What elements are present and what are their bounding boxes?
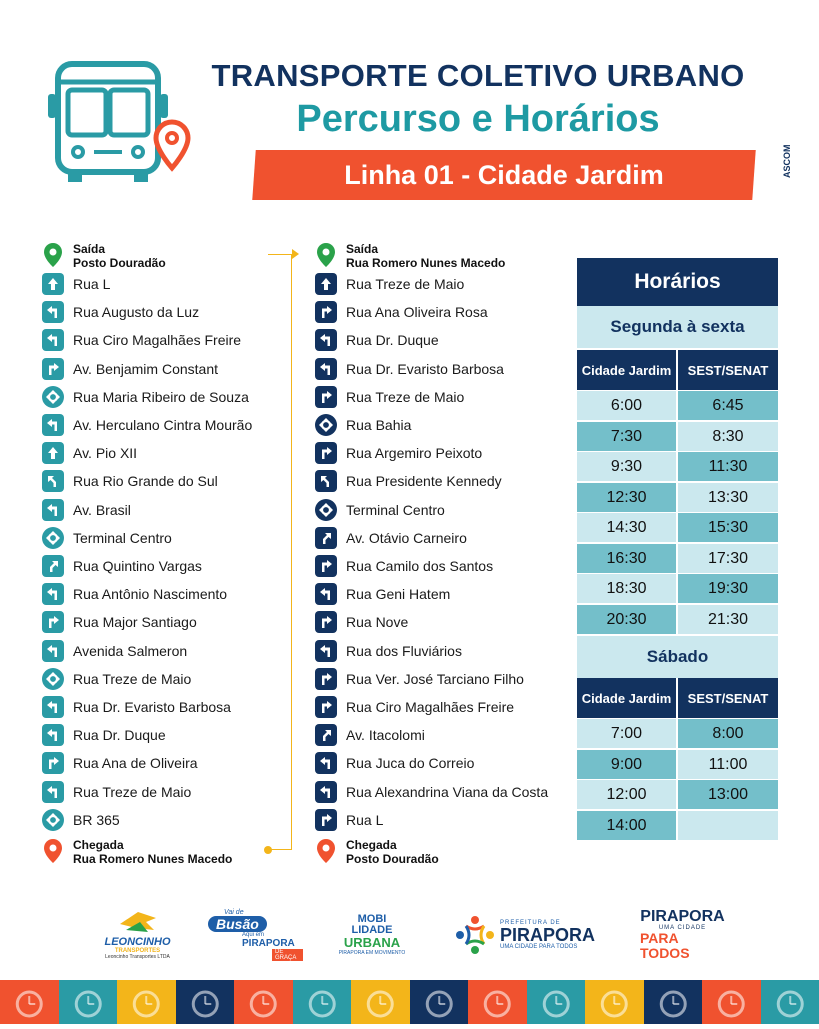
route-stop <box>42 668 191 690</box>
lion-icon <box>118 910 158 936</box>
route-stop <box>315 583 450 605</box>
route-stop <box>315 809 383 831</box>
route-stop-name: Rua Juca do Correio <box>346 755 474 771</box>
route-stop-name: Terminal Centro <box>73 530 172 546</box>
route-stop <box>42 386 249 408</box>
de-graca-text: DE GRAÇA <box>272 949 303 961</box>
time-sest-senat: 13:30 <box>678 483 778 512</box>
roundabout-icon <box>42 386 64 408</box>
start-place: Posto Douradão <box>73 256 166 270</box>
turn-right-icon <box>315 611 337 633</box>
turn-left-icon <box>315 640 337 662</box>
route-stop-name: Rua dos Fluviários <box>346 643 462 659</box>
route-stop-name: Rua L <box>346 812 383 828</box>
route-stop <box>315 668 524 690</box>
turn-right-icon <box>315 809 337 831</box>
turn-right-icon <box>42 611 64 633</box>
end-label: Chegada <box>346 838 439 852</box>
leoncinho-text: LEONCINHO <box>105 936 171 948</box>
route-stop <box>42 809 120 831</box>
route-stop <box>315 781 548 803</box>
route-stop <box>42 640 187 662</box>
turn-left-icon <box>42 781 64 803</box>
connector-arrow <box>292 249 299 259</box>
time-sest-senat: 13:00 <box>678 780 778 809</box>
line-banner: Linha 01 - Cidade Jardim <box>254 150 754 200</box>
vai-de-text: Vai de <box>224 909 244 916</box>
route-connector <box>268 254 292 850</box>
route-stop-name: Rua Ana Oliveira Rosa <box>346 304 488 320</box>
p-todos-bottom: PARA TODOS <box>640 931 725 961</box>
saturday-col2: SEST/SENAT <box>678 678 778 718</box>
arrow-up-icon <box>315 273 337 295</box>
page-title: TRANSPORTE COLETIVO URBANO <box>178 58 778 94</box>
route-stop <box>315 386 464 408</box>
route-out-end <box>42 838 232 866</box>
route-stop <box>315 752 474 774</box>
route-stop <box>42 499 131 521</box>
route-stop <box>42 752 198 774</box>
route-stop-name: Rua Argemiro Peixoto <box>346 445 482 461</box>
route-stop-name: Rua Augusto da Luz <box>73 304 199 320</box>
route-stop-name: Rua Dr. Evaristo Barbosa <box>73 699 231 715</box>
bear-left-icon <box>315 470 337 492</box>
route-stop-name: BR 365 <box>73 812 120 828</box>
roundabout-icon <box>42 809 64 831</box>
route-stop-name: Rua Treze de Maio <box>346 389 464 405</box>
prefeitura-slogan: UMA CIDADE PARA TODOS <box>500 944 595 950</box>
turn-left-icon <box>315 752 337 774</box>
route-stop-name: Rua Dr. Duque <box>73 727 166 743</box>
route-stop-name: Av. Otávio Carneiro <box>346 530 467 546</box>
time-cidade-jardim: 7:30 <box>577 422 676 451</box>
route-stop <box>315 470 502 492</box>
time-sest-senat: 21:30 <box>678 605 778 634</box>
route-stop-name: Rua Ver. José Tarciano Filho <box>346 671 524 687</box>
route-stop <box>42 301 199 323</box>
connector-dot <box>264 846 272 854</box>
time-cidade-jardim: 12:30 <box>577 483 676 512</box>
route-stop-name: Rua Presidente Kennedy <box>346 473 502 489</box>
time-cidade-jardim: 14:00 <box>577 811 676 840</box>
bear-right-icon <box>315 527 337 549</box>
busao-text: Busão <box>208 916 267 932</box>
route-stop <box>42 611 197 633</box>
p-todos-mid: UMA CIDADE <box>659 925 706 931</box>
route-stop <box>315 301 488 323</box>
turn-left-icon <box>315 781 337 803</box>
turn-right-icon <box>42 752 64 774</box>
prefeitura-logo <box>442 905 607 965</box>
route-stop-name: Rua Antônio Nascimento <box>73 586 227 602</box>
time-sest-senat: 8:00 <box>678 719 778 748</box>
route-stop <box>315 442 482 464</box>
start-place: Rua Romero Nunes Macedo <box>346 256 505 270</box>
roundabout-icon <box>315 499 337 521</box>
footer-tile <box>234 980 293 1024</box>
end-place: Posto Douradão <box>346 852 439 866</box>
turn-left-icon <box>42 301 64 323</box>
route-stop <box>42 696 231 718</box>
footer-tile <box>761 980 819 1024</box>
prefeitura-text: PREFEITURA DE <box>500 920 595 926</box>
turn-right-icon <box>315 301 337 323</box>
red-pin-icon <box>42 838 64 864</box>
prefeitura-city: PIRAPORA <box>500 926 595 944</box>
ascom-text: ASCOM <box>782 145 792 179</box>
route-stop-name: Rua Ana de Oliveira <box>73 755 198 771</box>
route-stop-name: Rua Treze de Maio <box>73 784 191 800</box>
time-sest-senat: 17:30 <box>678 544 778 573</box>
route-stop <box>42 273 110 295</box>
route-stop <box>42 442 137 464</box>
red-pin-icon <box>315 838 337 864</box>
mobilidade-text: MOBI LIDADE <box>336 914 408 936</box>
route-stop-name: Rua Quintino Vargas <box>73 558 202 574</box>
weekday-col1: Cidade Jardim <box>577 350 676 390</box>
roundabout-icon <box>315 414 337 436</box>
leoncinho-sub: TRANSPORTES <box>115 948 160 954</box>
footer-tile <box>351 980 410 1024</box>
turn-left-icon <box>42 640 64 662</box>
end-place: Rua Romero Nunes Macedo <box>73 852 232 866</box>
route-stop-name: Rua Alexandrina Viana da Costa <box>346 784 548 800</box>
route-stop <box>42 583 227 605</box>
route-stop-name: Rua Dr. Duque <box>346 332 439 348</box>
route-back-start <box>315 242 505 270</box>
roundabout-icon <box>42 668 64 690</box>
route-stop-name: Rua Bahia <box>346 417 411 433</box>
pirapora-todos-logo <box>640 905 725 965</box>
route-stop <box>42 329 241 351</box>
saturday-label: Sábado <box>577 636 778 678</box>
people-icon <box>454 914 496 956</box>
route-stop <box>315 273 464 295</box>
time-sest-senat: 11:00 <box>678 750 778 779</box>
route-stop <box>315 640 462 662</box>
route-stop-name: Rua Nove <box>346 614 408 630</box>
leoncinho-small: Leoncinho Transportes LTDA <box>105 954 170 960</box>
ascom-logo <box>782 140 800 178</box>
time-sest-senat: 15:30 <box>678 513 778 542</box>
start-label: Saída <box>73 242 166 256</box>
saturday-col1: Cidade Jardim <box>577 678 676 718</box>
footer-tile <box>0 980 59 1024</box>
route-stop <box>315 329 439 351</box>
pirapora-movimento-text: PIRAPORA EM MOVIMENTO <box>339 950 406 956</box>
green-pin-icon <box>315 242 337 268</box>
time-sest-senat: 8:30 <box>678 422 778 451</box>
turn-left-icon <box>42 414 64 436</box>
route-stop <box>42 781 191 803</box>
aqui-em-text: Aqui em <box>242 932 264 938</box>
time-cidade-jardim: 14:30 <box>577 513 676 542</box>
route-stop-name: Av. Brasil <box>73 502 131 518</box>
green-pin-icon <box>42 242 64 268</box>
route-stop-name: Rua Ciro Magalhães Freire <box>346 699 514 715</box>
decorative-footer <box>0 980 819 1024</box>
time-sest-senat: 6:45 <box>678 391 778 420</box>
route-stop <box>315 555 493 577</box>
turn-right-icon <box>42 358 64 380</box>
route-stop <box>42 527 172 549</box>
route-stop <box>315 527 467 549</box>
route-stop-name: Rua Dr. Evaristo Barbosa <box>346 361 504 377</box>
route-stop <box>42 555 202 577</box>
turn-left-icon <box>42 724 64 746</box>
time-cidade-jardim: 16:30 <box>577 544 676 573</box>
footer-tile <box>410 980 469 1024</box>
route-stop-name: Rua Major Santiago <box>73 614 197 630</box>
route-stop-name: Av. Benjamim Constant <box>73 361 218 377</box>
weekday-col2: SEST/SENAT <box>678 350 778 390</box>
start-label: Saída <box>346 242 505 256</box>
weekday-label: Segunda à sexta <box>577 306 778 348</box>
footer-tile <box>117 980 176 1024</box>
route-stop <box>315 358 504 380</box>
time-sest-senat: 11:30 <box>678 452 778 481</box>
route-stop <box>315 696 514 718</box>
footer-tile <box>644 980 703 1024</box>
turn-right-icon <box>315 668 337 690</box>
busao-logo <box>208 905 303 965</box>
route-stop-name: Avenida Salmeron <box>73 643 187 659</box>
busao-city-text: PIRAPORA <box>242 938 295 949</box>
route-stop <box>42 470 218 492</box>
route-stop-name: Av. Herculano Cintra Mourão <box>73 417 252 433</box>
time-cidade-jardim: 18:30 <box>577 574 676 603</box>
route-stop <box>315 611 408 633</box>
route-stop <box>315 499 445 521</box>
turn-left-icon <box>42 329 64 351</box>
route-stop-name: Rua Camilo dos Santos <box>346 558 493 574</box>
time-sest-senat: 19:30 <box>678 574 778 603</box>
turn-left-icon <box>315 329 337 351</box>
time-cidade-jardim: 9:00 <box>577 750 676 779</box>
route-stop-name: Av. Itacolomi <box>346 727 425 743</box>
leoncinho-logo <box>95 905 180 965</box>
footer-tile <box>702 980 761 1024</box>
turn-right-icon <box>315 442 337 464</box>
bus-icon <box>44 60 194 185</box>
route-stop-name: Rua Ciro Magalhães Freire <box>73 332 241 348</box>
route-stop-name: Rua Maria Ribeiro de Souza <box>73 389 249 405</box>
route-stop-name: Rua Geni Hatem <box>346 586 450 602</box>
page-subtitle: Percurso e Horários <box>178 98 778 141</box>
route-out-start <box>42 242 166 270</box>
time-cidade-jardim: 6:00 <box>577 391 676 420</box>
p-todos-top: PIRAPORA <box>640 909 724 925</box>
footer-tile <box>59 980 118 1024</box>
route-stop-name: Terminal Centro <box>346 502 445 518</box>
arrow-up-icon <box>42 273 64 295</box>
route-back-end <box>315 838 439 866</box>
route-stop <box>42 358 218 380</box>
turn-left-icon <box>42 499 64 521</box>
footer-tile <box>293 980 352 1024</box>
roundabout-icon <box>42 527 64 549</box>
route-stop <box>315 724 425 746</box>
turn-left-icon <box>42 583 64 605</box>
time-cidade-jardim: 12:00 <box>577 780 676 809</box>
footer-tile <box>585 980 644 1024</box>
time-sest-senat <box>678 811 778 840</box>
route-stop-name: Rua Treze de Maio <box>73 671 191 687</box>
turn-right-icon <box>315 696 337 718</box>
route-stop <box>42 724 166 746</box>
route-stop-name: Rua L <box>73 276 110 292</box>
end-label: Chegada <box>73 838 232 852</box>
time-cidade-jardim: 9:30 <box>577 452 676 481</box>
turn-left-icon <box>42 696 64 718</box>
time-cidade-jardim: 20:30 <box>577 605 676 634</box>
turn-right-icon <box>315 555 337 577</box>
route-stop-name: Rua Rio Grande do Sul <box>73 473 218 489</box>
route-stop <box>315 414 411 436</box>
bear-right-icon <box>315 724 337 746</box>
route-stop-name: Rua Treze de Maio <box>346 276 464 292</box>
bear-right-icon <box>42 555 64 577</box>
urbana-text: URBANA <box>344 936 400 950</box>
route-stop-name: Av. Pio XII <box>73 445 137 461</box>
turn-left-icon <box>315 583 337 605</box>
footer-tile <box>176 980 235 1024</box>
bear-left-icon <box>42 470 64 492</box>
footer-tile <box>468 980 527 1024</box>
route-stop <box>42 414 252 436</box>
turn-left-icon <box>315 358 337 380</box>
arrow-up-icon <box>42 442 64 464</box>
footer-tile <box>527 980 586 1024</box>
mobilidade-logo <box>336 905 408 965</box>
turn-right-icon <box>315 386 337 408</box>
schedule-title: Horários <box>577 258 778 306</box>
time-cidade-jardim: 7:00 <box>577 719 676 748</box>
